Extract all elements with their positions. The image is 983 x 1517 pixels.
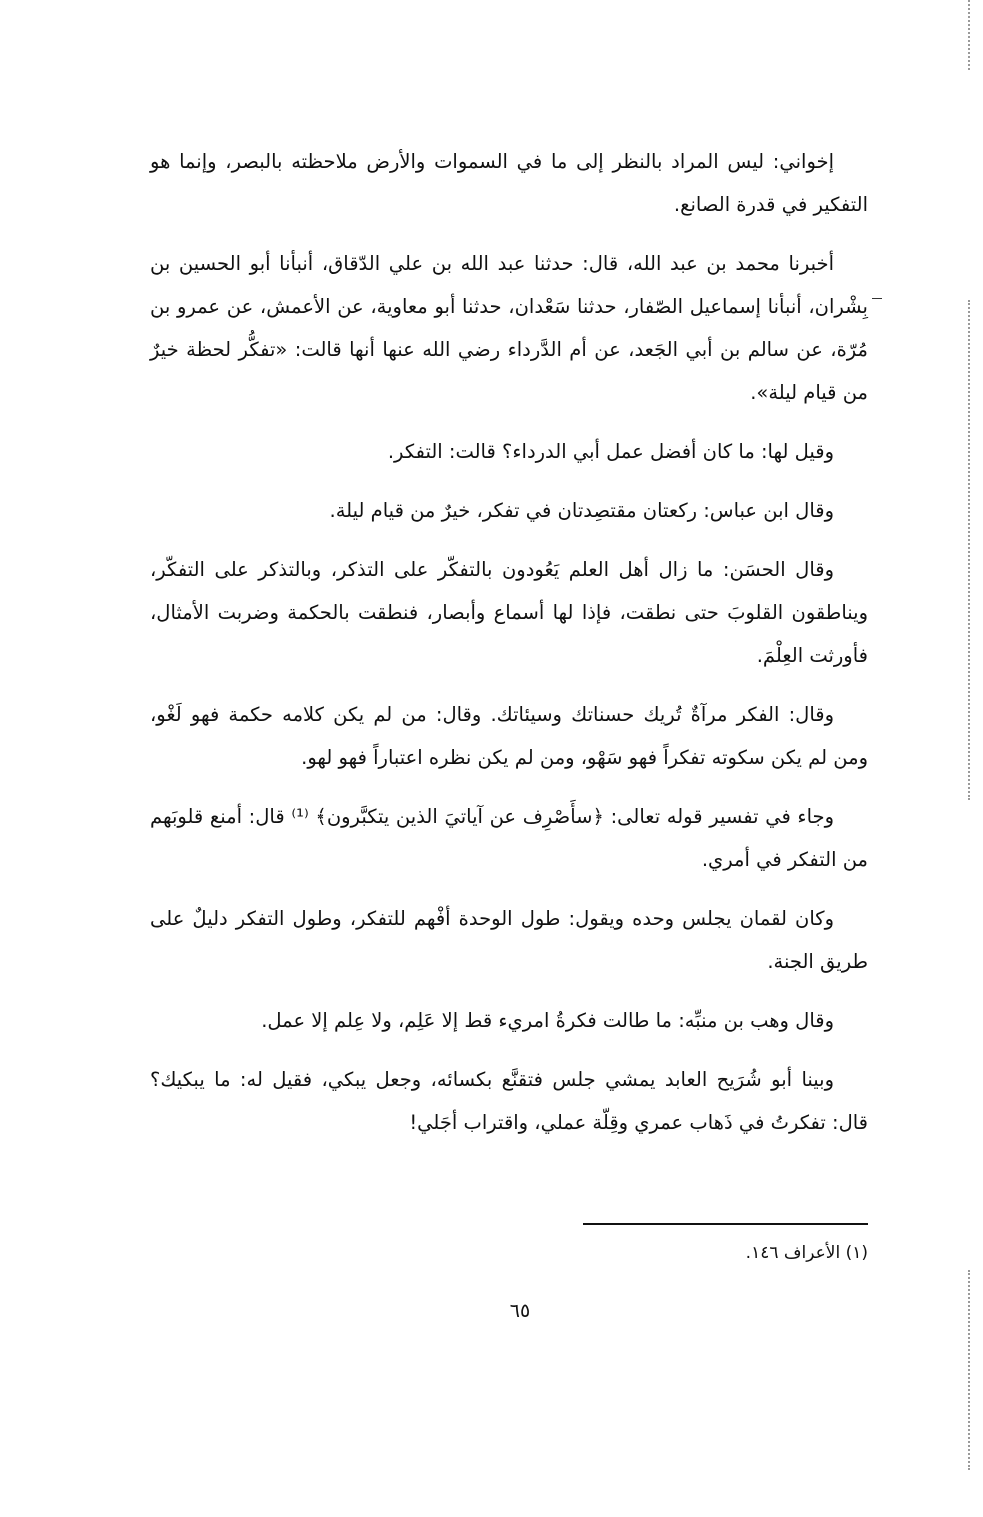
paragraph: وقال الحسَن: ما زال أهل العلم يَعُودون بالتفكّر على التذكر، وبالتذكر على التفكّر، ويناطقون القلوبَ حتى نطقت، فإذا لها أسماع وأبصار، فنطقت بالحكمة وضربت الأمثال، فأورثت العِلْمَ. xyxy=(150,558,868,667)
main-text xyxy=(150,140,868,1160)
footnote: (١) الأعراف ١٤٦. xyxy=(745,1243,868,1263)
paragraph: أخبرنا محمد بن عبد الله، قال: حدثنا عبد الله بن علي الدّقاق، أنبأنا أبو الحسين بن بِشْران، أنبأنا إسماعيل الصّفار، حدثنا سَعْدان، حدثنا أبو معاوية، عن الأعمش، عن عمرو بن مُرّة، عن سالم بن أبي الجَعد، عن أم الدَّرداء رضي الله عنها أنها قالت: «تفكُّر لحظة خيرٌ من قيام ليلة». xyxy=(150,252,868,404)
paragraph: إخواني: ليس المراد بالنظر إلى ما في السموات والأرض ملاحظته بالبصر، وإنما هو التفكير في قدرة الصانع. xyxy=(150,150,868,216)
paragraph: وكان لقمان يجلس وحده ويقول: طول الوحدة أفْهم للتفكر، وطول التفكر دليلٌ على طريق الجنة. xyxy=(150,907,868,973)
margin-mark xyxy=(872,298,882,299)
page-number: ٦٥ xyxy=(509,1300,531,1322)
paragraph: وقال وهب بن منبِّه: ما طالت فكرةُ امريء قط إلا عَلِم، ولا عِلم إلا عمل. xyxy=(261,1009,834,1032)
footnote-divider xyxy=(583,1223,868,1225)
scan-edge-line xyxy=(968,0,970,70)
scan-edge-line xyxy=(968,300,970,800)
paragraph: وبينا أبو شُرَيح العابد يمشي جلس فتقنَّع بكسائه، وجعل يبكي، فقيل له: ما يبكيك؟ قال: تفكرتُ في ذَهاب عمري وقِلّة عملي، واقتراب أجَلي! xyxy=(150,1068,868,1134)
paragraph: وقال: الفكر مرآةٌ تُريك حسناتك وسيئاتك. وقال: من لم يكن كلامه حكمة فهو لَغْو، ومن لم يكن سكوته تفكراً فهو سَهْو، ومن لم يكن نظره اعتباراً فهو لهو. xyxy=(150,703,868,769)
paragraph: وقال ابن عباس: ركعتان مقتصِدتان في تفكر، خيرٌ من قيام ليلة. xyxy=(329,499,834,522)
paragraph: وجاء في تفسير قوله تعالى: ﴿سأَصْرِف عن آياتيَ الذين يتكبَّرون﴾ ⁽¹⁾ قال: أمنع قلوبَهم من التفكر في أمري. xyxy=(150,805,868,871)
paragraph: وقيل لها: ما كان أفضل عمل أبي الدرداء؟ قالت: التفكر. xyxy=(387,440,834,463)
